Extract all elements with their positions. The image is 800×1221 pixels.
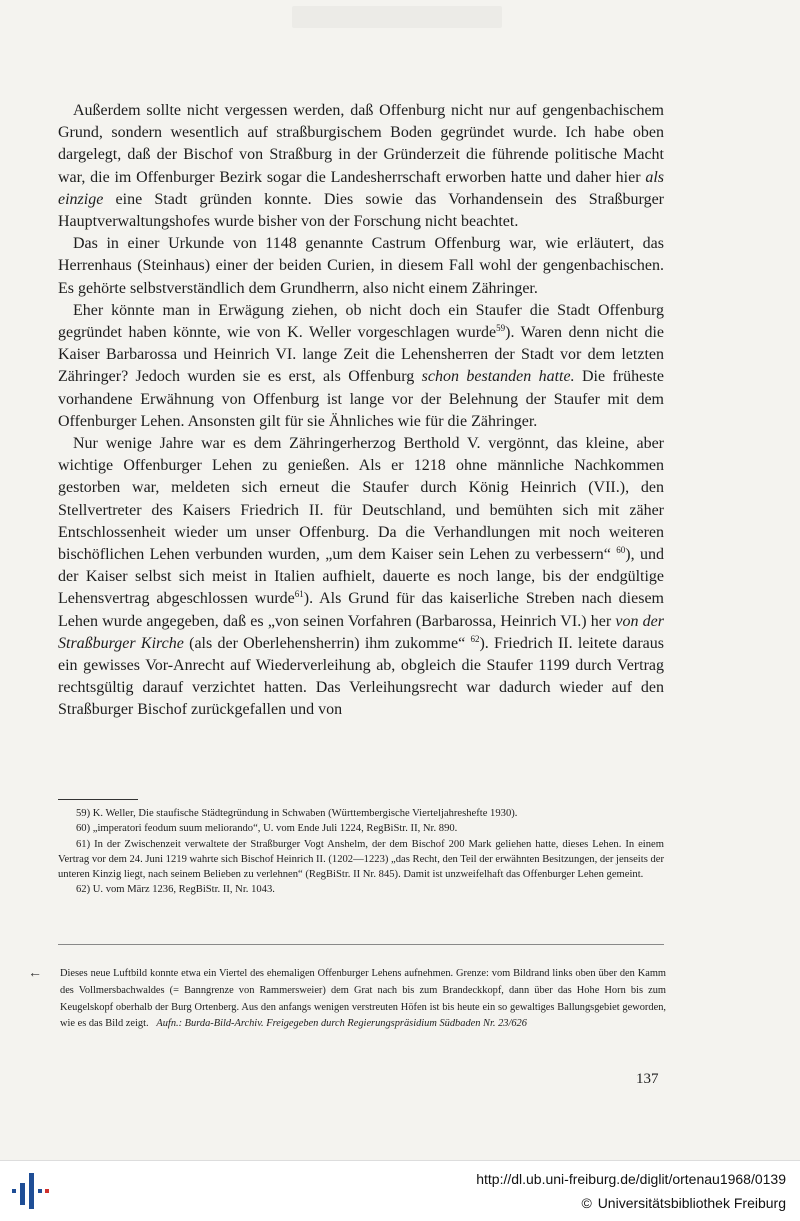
footnote-60: 60) „imperatori feodum suum meliorando“, U. vom Ende Juli 1224, RegBiStr. II, Nr. 890. — [76, 823, 458, 835]
caption-text: Dieses neue Luftbild konnte etwa ein Viertel des ehemaligen Offenburger Lehens aufnehmen. Grenze: vom Bildrand links oben über den Kamm des Vollmersbachwaldes (= Banngrenze von Rammersweier) dem Grat nach bis zum Brandeckkopf, dann über das Hohe Horn bis zum Keugelskopf oberhalb der Burg Ortenberg. Aus den anfangs wenigen verstreuten Höfen ist bis heute ein so gewaltiges Ballungsgebiet geworden, wie es das Bild zeigt. — [60, 968, 666, 1030]
arrow-left-icon: ← — [28, 966, 42, 981]
footnote-62: 62) U. vom März 1236, RegBiStr. II, Nr. 1043. — [76, 884, 275, 896]
footnote-ref-61[interactable]: 61 — [294, 589, 304, 600]
paragraph-2: Das in einer Urkunde von 1148 genannte Castrum Offenburg war, wie erläutert, das Herrenhaus (Steinhaus) einer der beiden Curien, in diesem Fall wohl der gengenbachischen. Es gehörte selbstverständlich dem Grundherrn, also nicht einem Zähringer. — [58, 235, 664, 297]
document-url-link[interactable]: http://dl.ub.uni-freiburg.de/diglit/ortenau1968/0139 — [476, 1171, 786, 1187]
university-logo-icon[interactable] — [10, 1169, 52, 1213]
footnote-ref-60[interactable]: 60 — [616, 545, 626, 556]
viewer-footer — [0, 1160, 800, 1221]
main-text — [58, 100, 664, 722]
paragraph-4: Nur wenige Jahre war es dem Zähringerherzog Berthold V. vergönnt, das kleine, aber wichtige Offenburger Lehen zu genießen. Als er 1218 ohne männliche Nachkommen gestorben war, meldeten sich erneut die Staufer durch König Heinrich (VII.), den Stellvertreter des Kaisers Friedrich II. für Deutschland, und bemühten sich mit zäher Entschlossenheit wieder um unser Offenburg. Da die Verhandlungen mit noch weiteren bischöflichen Lehen verbunden wurden, „um dem Kaiser sein Lehen zu verbessern“ $^{60}$), und der Kaiser selbst sich meist in Italien aufhielt, dauerte es noch lange, bis der endgültige Lehensvertrag abgeschlossen wurde$^{61}$). Als Grund für das kaiserliche Streben nach diesem Lehen wurde angegeben, daß es „von seinen Vorfahren (Barbarossa, Heinrich VI.) her von der Straßburger Kirche (als der Oberlehensherrin) ihm zukomme“ $^{62}$). Friedrich II. leitete daraus ein gewisses Vor-Anrecht auf Wiederverleihung ab, obgleich die Staufer 1199 durch Vertrag rechtsgültig darauf verzichtet hatten. Das Verleihungsrecht war dadurch wieder auf den Straßburger Bischof zurückgefallen und von — [58, 435, 665, 719]
footnotes — [58, 806, 664, 898]
caption-credit: Aufn.: Burda-Bild-Archiv. Freigegeben durch Regierungspräsidium Südbaden Nr. 23/626 — [156, 1018, 527, 1030]
page-number: 137 — [636, 1071, 659, 1087]
footnote-61: 61) In der Zwischenzeit verwaltete der Straßburger Vogt Anshelm, der dem Bischof 200 Mark geliehen hatte, dieses Lehen. In einem Vertrag vor dem 24. Juni 1219 wahrte sich Bischof Heinrich II. (1202—1223) „das Recht, den Teil der erwähnten Besitzungen, der jenseits der unteren Kinzig liegt, nach seinem Belieben zu verlehnen“ (RegBiStr. II Nr. 845). Damit ist unzweifelhaft das Offenburger Lehen gemeint. — [58, 838, 664, 881]
paragraph-3: Eher könnte man in Erwägung ziehen, ob nicht doch ein Staufer die Stadt Offenburg gegründet haben könnte, wie von K. Weller vorgeschlagen wurde$^{59}$). Waren denn nicht die Kaiser Barbarossa und Heinrich VI. lange Zeit die Lehensherren der Stadt vor dem letzten Zähringer? Jedoch wurden sie es erst, als Offenburg schon bestanden hatte. Die früheste vorhandene Erwähnung von Offenburg ist lange vor der Belehnung der Staufer mit dem Offenburger Lehen. Ansonsten gilt für sie Ähnliches wie für die Zähringer. — [58, 301, 664, 430]
copyright-notice — [581, 1195, 786, 1211]
footnote-ref-62[interactable]: 62 — [470, 633, 480, 644]
footnote-ref-59[interactable]: 59 — [496, 323, 506, 334]
image-caption — [60, 966, 666, 1033]
copyright-text: Universitätsbibliothek Freiburg — [597, 1195, 786, 1211]
paragraph-1: Außerdem sollte nicht vergessen werden, daß Offenburg nicht nur auf gengenbachischem Grund, sondern wesentlich auf straßburgischem Boden gegründet wurde. Ich habe oben dargelegt, daß der Bischof von Straßburg in der Gründerzeit die führende politische Macht war, die im Offenburger Bezirk sogar die Landesherrschaft erworben hatte und daher hier als einzige eine Stadt gründen konnte. Dies sowie das Vorhandensein des Straßburger Hauptverwaltungshofes wurde bisher von der Forschung nicht beachtet. — [58, 102, 664, 231]
copyright-icon: © — [581, 1195, 592, 1211]
footnote-divider — [58, 799, 138, 800]
footnote-59: 59) K. Weller, Die staufische Städtegründung in Schwaben (Württembergische Vierteljahreshefte 1930). — [76, 808, 518, 819]
scan-smudge — [292, 6, 502, 28]
caption-divider — [58, 944, 664, 945]
